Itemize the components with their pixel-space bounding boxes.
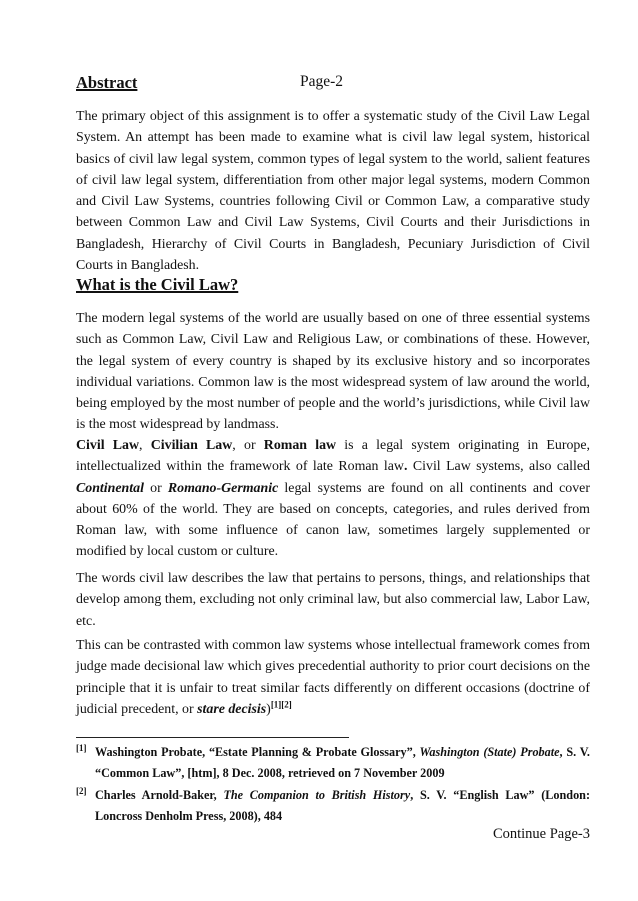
term-civilian-law: Civilian Law — [150, 438, 233, 453]
footnote-2-marker: [2] — [76, 786, 87, 796]
footnote-refs: [1][2] — [270, 699, 292, 710]
section-heading: What is the Civil Law? — [76, 275, 239, 294]
term-roman-law: Roman law — [263, 438, 337, 453]
term-romano-germanic: Romano-Germanic — [167, 480, 279, 496]
continue-page-label: Continue Page-3 — [492, 826, 590, 842]
term-continental: Continental — [76, 480, 144, 496]
abstract-paragraph: The primary object of this assignment is to offer a systematic study of the Civil Law Legal System. An attempt has been made to examine what is civil law legal system, historical basics of civil law legal system, common types of legal system to the world, salient features of civil law legal system, differentiation from other major legal systems, modern Common and Civil Law Systems, countries following Civil or Common Law, a comparative study between Common Law and Civil Law Systems, Civil Courts and their Jurisdictions in Bangladesh, Hierarchy of Civil Courts in Bangladesh, Pecuniary Jurisdiction of Civil Courts in Bangladesh. — [76, 109, 590, 274]
footnote-1: [1] Washington Probate, “Estate Planning & Probate Glossary”, Washington (State) Probate, S. V. “Common Law”, [htm], 8 Dec. 2008, retrieved on 7 November 2009 — [76, 742, 590, 784]
term-stare-decisis: stare decisis — [197, 701, 267, 717]
footnote-divider — [76, 737, 349, 738]
abstract-heading: Abstract — [76, 73, 138, 92]
page-number: Page-2 — [300, 73, 344, 90]
paragraph-modern-legal-systems: The modern legal systems of the world are usually based on one of three essential systems such as Common Law, Civil Law and Religious Law, or combinations of these. However, the legal system of every country is shaped by its exclusive history and so incorporates individual variations. Common law is the most widespread system of law around the world, being employed by the most number of people and the world’s jurisdictions, while Civil law is the most widespread by landmass. — [76, 311, 590, 433]
term-civil-law: Civil Law — [76, 438, 140, 453]
paragraph-words-civil-law: The words civil law describes the law that pertains to persons, things, and relationships that develop among them, excluding not only criminal law, but also commercial law, Labor Law, etc. — [76, 571, 590, 629]
footnote-1-marker: [1] — [76, 743, 87, 753]
paragraph-common-law-contrast: This can be contrasted with common law systems whose intellectual framework comes from judge made decisional law which gives precedential authority to prior court decisions on the principle that it is unfair to treat similar facts differently on different occasions (doctrine of judicial precedent, or stare decisis)[1][2] — [76, 638, 590, 717]
footnote-2: [2] Charles Arnold-Baker, The Companion to British History, S. V. “English Law” (London: Loncross Denholm Press, 2008), 484 — [76, 785, 590, 827]
paragraph-civil-law-definition: Civil Law, Civilian Law, or Roman law is a legal system originating in Europe, intellectualized within the framework of late Roman law. Civil Law systems, also called Continental or Romano-Germanic legal systems are found on all continents and cover about 60% of the world. They are based on concepts, categories, and rules derived from Roman law, with some influence of canon law, sometimes largely supplemented or modified by local custom or culture. — [76, 438, 590, 560]
page-header — [76, 73, 590, 95]
